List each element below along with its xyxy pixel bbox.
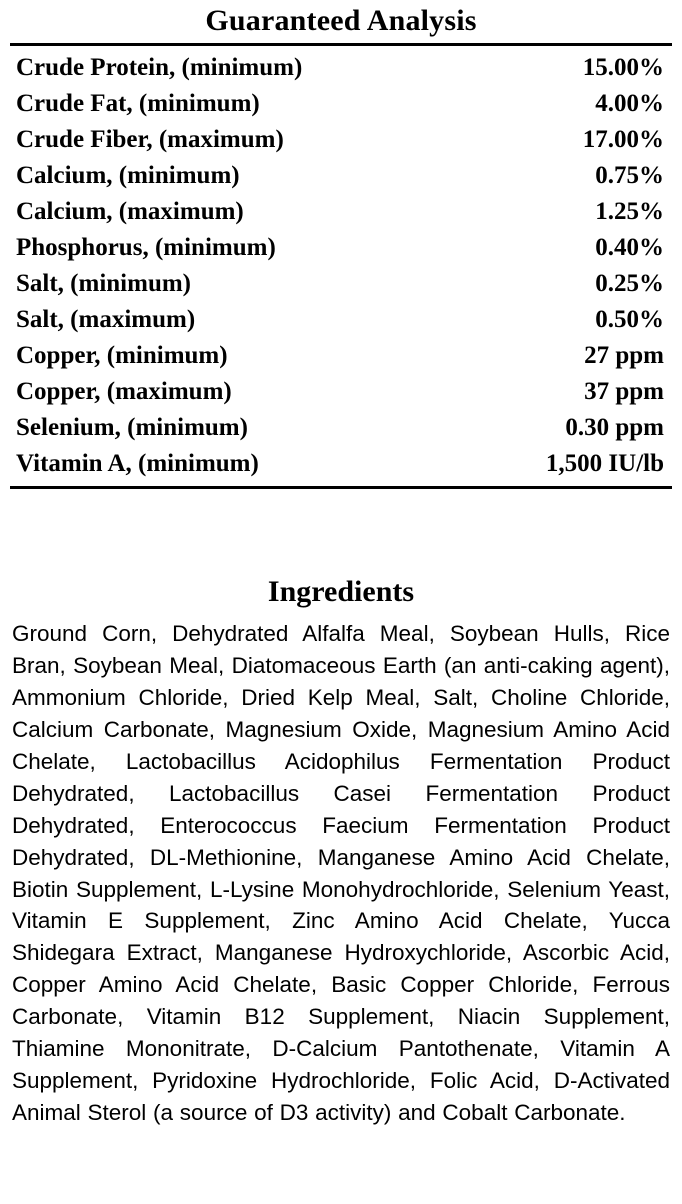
nutrient-value: 4.00% (595, 90, 664, 117)
nutrient-label: Selenium, (minimum) (16, 414, 248, 441)
table-row (10, 446, 672, 482)
nutrient-label: Salt, (maximum) (16, 306, 196, 333)
nutrient-value: 0.75% (595, 162, 664, 189)
table-row (10, 266, 672, 302)
nutrient-label: Vitamin A, (minimum) (16, 450, 259, 477)
table-row (10, 230, 672, 266)
nutrient-value: 15.00% (582, 54, 664, 81)
table-row (10, 302, 672, 338)
nutrient-label: Crude Fiber, (maximum) (16, 126, 284, 153)
ingredients-text: Ground Corn, Dehydrated Alfalfa Meal, Soybean Hulls, Rice Bran, Soybean Meal, Diatomaceous Earth (an anti-caking agent), Ammonium Chloride, Dried Kelp Meal, Salt, Choline Chloride, Calcium Carbonate, Magnesium Oxide, Magnesium Amino Acid Chelate, Lactobacillus Acidophilus Fermentation Product Dehydrated, Lactobacillus Casei Fermentation Product Dehydrated, Enterococcus Faecium Fermentation Product Dehydrated, DL-Methionine, Manganese Amino Acid Chelate, Biotin Supplement, L-Lysine Monohydrochloride, Selenium Yeast, Vitamin E Supplement, Zinc Amino Acid Chelate, Yucca Shidegara Extract, Manganese Hydroxychloride, Ascorbic Acid, Copper Amino Acid Chelate, Basic Copper Chloride, Ferrous Carbonate, Vitamin B12 Supplement, Niacin Supplement, Thiamine Mononitrate, D-Calcium Pantothenate, Vitamin A Supplement, Pyridoxine Hydrochloride, Folic Acid, D-Activated Animal Sterol (a source of D3 activity) and Cobalt Carbonate. (12, 621, 670, 1126)
table-row (10, 50, 672, 86)
nutrient-label: Phosphorus, (minimum) (16, 234, 276, 261)
guaranteed-analysis-table (10, 50, 672, 482)
nutrient-label: Copper, (minimum) (16, 342, 228, 369)
guaranteed-analysis-top-rule (10, 43, 672, 46)
table-row (10, 158, 672, 194)
nutrient-value: 37 ppm (584, 378, 664, 405)
nutrient-label: Copper, (maximum) (16, 378, 232, 405)
nutrient-value: 27 ppm (584, 342, 664, 369)
guaranteed-analysis-table-body (10, 50, 672, 482)
nutrient-value: 0.40% (595, 234, 664, 261)
nutrient-label: Salt, (minimum) (16, 270, 191, 297)
nutrient-value: 17.00% (582, 126, 664, 153)
label-page (0, 4, 682, 1129)
nutrient-value: 0.50% (595, 306, 664, 333)
table-row (10, 338, 672, 374)
nutrient-value: 1,500 IU/lb (545, 450, 664, 477)
nutrient-label: Crude Fat, (minimum) (16, 90, 260, 117)
table-row (10, 194, 672, 230)
nutrient-label: Calcium, (minimum) (16, 162, 240, 189)
nutrient-value: 0.30 ppm (565, 414, 664, 441)
table-row (10, 86, 672, 122)
table-row (10, 122, 672, 158)
nutrient-label: Crude Protein, (minimum) (16, 54, 303, 81)
nutrient-label: Calcium, (maximum) (16, 198, 244, 225)
ingredients-title: Ingredients (267, 575, 415, 608)
guaranteed-analysis-title: Guaranteed Analysis (205, 4, 477, 37)
guaranteed-analysis-bottom-rule (10, 486, 672, 489)
nutrient-value: 1.25% (595, 198, 664, 225)
table-row (10, 410, 672, 446)
nutrient-value: 0.25% (595, 270, 664, 297)
table-row (10, 374, 672, 410)
